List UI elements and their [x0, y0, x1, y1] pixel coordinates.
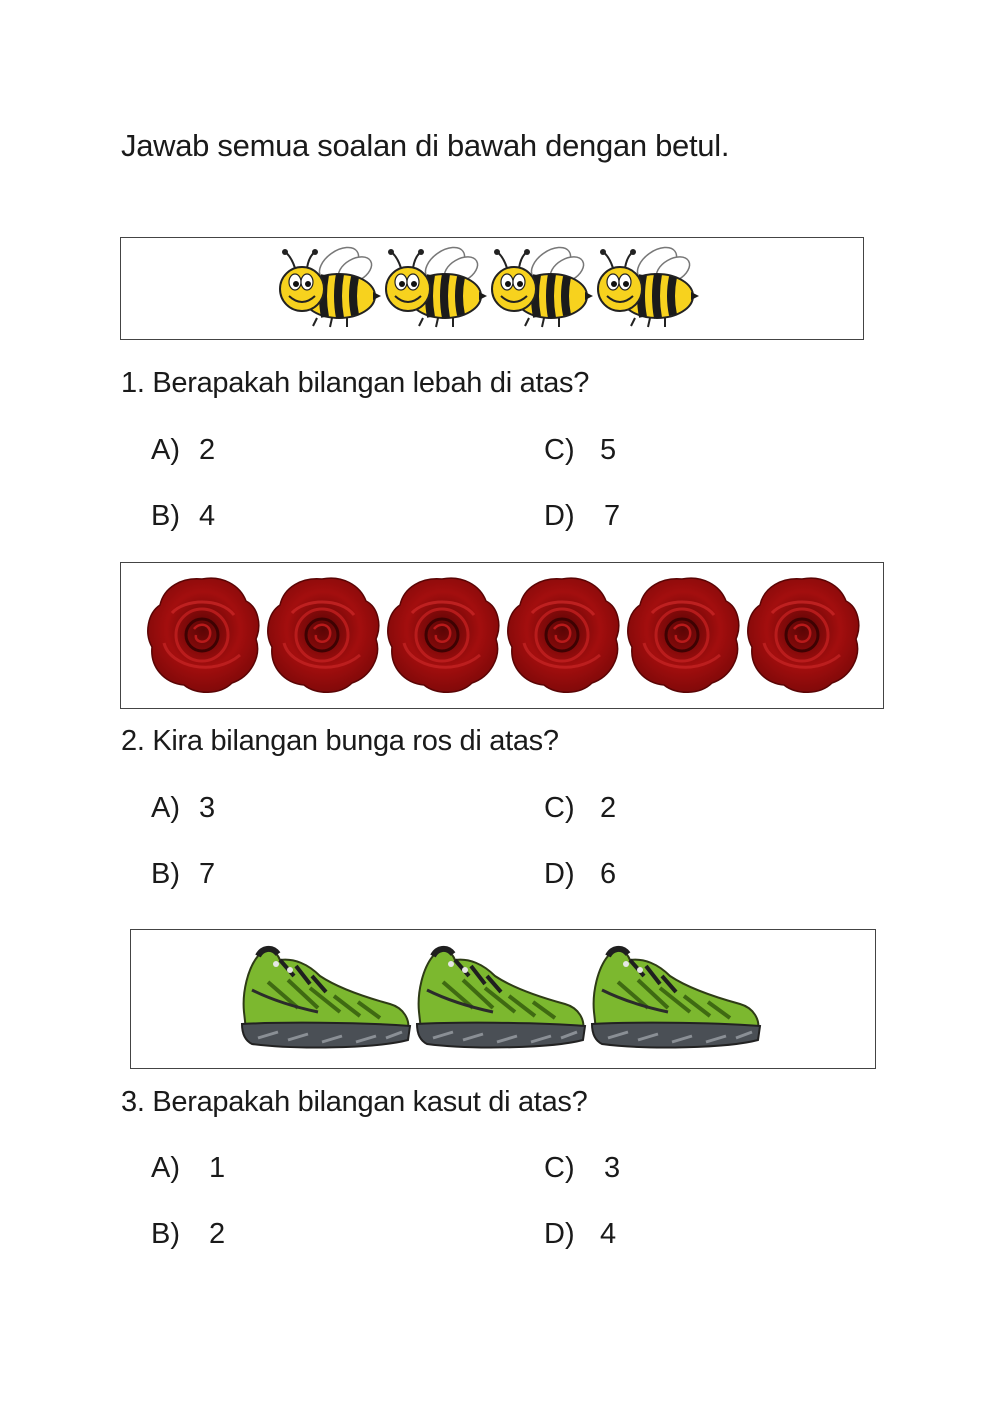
rose-row	[142, 573, 862, 698]
q3-option-a[interactable]	[151, 1152, 225, 1185]
shoe-picture-box	[130, 929, 876, 1069]
option-label: C)	[544, 1152, 575, 1184]
shoe-icon	[417, 948, 585, 1047]
rose-icon	[388, 578, 499, 692]
q3-option-c[interactable]	[544, 1152, 620, 1185]
option-value: 2	[600, 792, 617, 824]
option-label: A)	[151, 1152, 180, 1184]
option-value: 7	[604, 500, 621, 532]
shoe-row	[238, 942, 768, 1057]
option-value: 4	[600, 1218, 617, 1250]
option-label: C)	[544, 792, 575, 824]
q2-option-c[interactable]	[544, 792, 616, 825]
option-value: 6	[600, 858, 617, 890]
rose-icon	[148, 578, 259, 692]
question-3-text: 3. Berapakah bilangan kasut di atas?	[121, 1086, 588, 1118]
bee-picture-box	[120, 237, 864, 340]
instruction-text: Jawab semua soalan di bawah dengan betul.	[121, 128, 730, 163]
shoe-icon	[592, 948, 760, 1047]
option-label: B)	[151, 1218, 180, 1250]
q1-option-d[interactable]	[544, 500, 620, 533]
rose-icon	[628, 578, 739, 692]
q2-option-d[interactable]	[544, 858, 616, 891]
option-label: D)	[544, 858, 575, 890]
q1-option-b[interactable]	[151, 500, 215, 533]
option-label: A)	[151, 434, 180, 466]
rose-picture-box	[120, 562, 884, 709]
option-value: 4	[199, 500, 216, 532]
option-label: D)	[544, 1218, 575, 1250]
option-value: 2	[209, 1218, 226, 1250]
option-value: 3	[199, 792, 216, 824]
option-value: 1	[209, 1152, 226, 1184]
bee-icon	[492, 244, 593, 327]
option-value: 3	[604, 1152, 621, 1184]
option-label: D)	[544, 500, 575, 532]
question-2-text: 2. Kira bilangan bunga ros di atas?	[121, 725, 559, 757]
rose-icon	[748, 578, 859, 692]
q3-option-d[interactable]	[544, 1218, 616, 1251]
option-value: 5	[600, 434, 617, 466]
option-label: B)	[151, 500, 180, 532]
bee-icon	[386, 244, 487, 327]
q1-option-a[interactable]	[151, 434, 215, 467]
option-label: A)	[151, 792, 180, 824]
q2-option-a[interactable]	[151, 792, 215, 825]
bee-row	[277, 244, 707, 334]
rose-icon	[268, 578, 379, 692]
bee-icon	[280, 244, 381, 327]
shoe-icon	[242, 948, 410, 1047]
q1-option-c[interactable]	[544, 434, 616, 467]
option-label: B)	[151, 858, 180, 890]
option-value: 7	[199, 858, 216, 890]
option-value: 2	[199, 434, 216, 466]
q2-option-b[interactable]	[151, 858, 215, 891]
bee-icon	[598, 244, 699, 327]
question-1-text: 1. Berapakah bilangan lebah di atas?	[121, 367, 590, 399]
rose-icon	[508, 578, 619, 692]
q3-option-b[interactable]	[151, 1218, 225, 1251]
option-label: C)	[544, 434, 575, 466]
